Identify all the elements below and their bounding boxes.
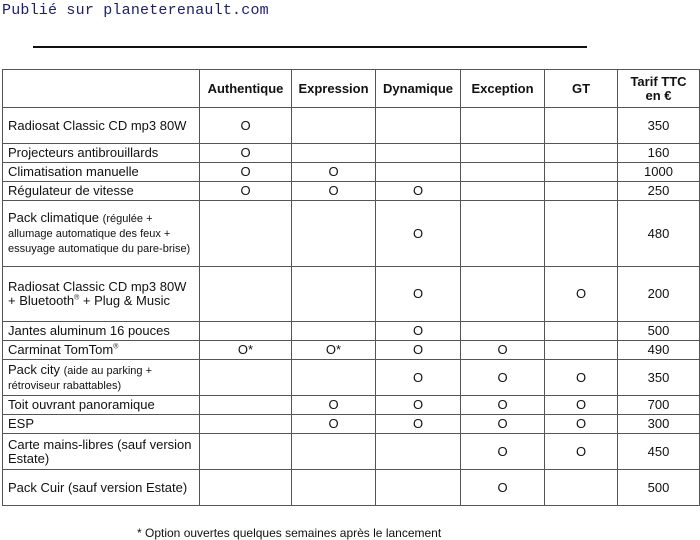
option-label	[3, 322, 200, 341]
availability-cell: O	[461, 360, 545, 396]
option-label	[3, 108, 200, 144]
option-name: Pack climatique	[8, 210, 100, 225]
availability-cell: O	[545, 415, 618, 434]
option-name: Carminat TomTom	[8, 342, 114, 357]
column-header-price	[618, 70, 700, 108]
availability-cell: O	[376, 182, 461, 201]
availability-cell	[292, 322, 376, 341]
option-name-suffix: + Plug & Music	[79, 293, 170, 308]
availability-cell	[461, 163, 545, 182]
table-row	[3, 267, 700, 322]
option-label	[3, 415, 200, 434]
availability-cell	[461, 201, 545, 267]
option-label	[3, 434, 200, 470]
availability-cell	[292, 108, 376, 144]
option-label	[3, 144, 200, 163]
availability-cell	[292, 267, 376, 322]
table-row	[3, 470, 700, 506]
availability-cell: O*	[200, 341, 292, 360]
availability-cell: O	[292, 415, 376, 434]
option-name: Régulateur de vitesse	[8, 183, 134, 198]
option-name: Toit ouvrant panoramique	[8, 397, 155, 412]
column-header-exception: Exception	[461, 70, 545, 108]
availability-cell: O	[376, 396, 461, 415]
availability-cell	[200, 322, 292, 341]
price-cell: 500	[618, 322, 700, 341]
availability-cell: O	[292, 163, 376, 182]
availability-cell	[545, 201, 618, 267]
price-cell: 160	[618, 144, 700, 163]
availability-cell	[545, 341, 618, 360]
table-row	[3, 182, 700, 201]
option-label	[3, 267, 200, 322]
availability-cell	[200, 434, 292, 470]
availability-cell: O*	[292, 341, 376, 360]
availability-cell	[200, 396, 292, 415]
availability-cell	[376, 434, 461, 470]
table-row	[3, 434, 700, 470]
availability-cell	[292, 360, 376, 396]
availability-cell	[461, 267, 545, 322]
availability-cell	[376, 163, 461, 182]
table-row	[3, 163, 700, 182]
option-label	[3, 360, 200, 396]
price-cell: 250	[618, 182, 700, 201]
availability-cell: O	[200, 182, 292, 201]
availability-cell	[545, 163, 618, 182]
availability-cell: O	[376, 415, 461, 434]
option-name: Climatisation manuelle	[8, 164, 139, 179]
availability-cell: O	[545, 434, 618, 470]
availability-cell: O	[376, 322, 461, 341]
column-header-gt: GT	[545, 70, 618, 108]
availability-cell	[292, 434, 376, 470]
availability-cell: O	[461, 470, 545, 506]
availability-cell	[545, 108, 618, 144]
registered-mark: ®	[113, 343, 119, 351]
column-header-authentique: Authentique	[200, 70, 292, 108]
availability-cell	[545, 144, 618, 163]
column-header-expression: Expression	[292, 70, 376, 108]
availability-cell: O	[545, 396, 618, 415]
option-name: Pack Cuir (sauf version Estate)	[8, 479, 188, 495]
table-row	[3, 108, 700, 144]
table-row	[3, 360, 700, 396]
option-name: ESP	[8, 416, 35, 431]
option-name: Radiosat Classic CD mp3 80W	[8, 117, 187, 133]
price-cell: 450	[618, 434, 700, 470]
availability-cell	[376, 144, 461, 163]
table-header-row	[3, 70, 700, 108]
option-label	[3, 163, 200, 182]
availability-cell	[200, 470, 292, 506]
price-cell: 490	[618, 341, 700, 360]
registered-mark: ®	[74, 294, 80, 302]
option-label	[3, 201, 200, 267]
options-table	[2, 69, 700, 506]
column-header-dynamique: Dynamique	[376, 70, 461, 108]
availability-cell	[545, 470, 618, 506]
header-rule	[33, 46, 587, 48]
availability-cell: O	[292, 182, 376, 201]
availability-cell	[200, 360, 292, 396]
option-name: Jantes aluminum 16 pouces	[8, 323, 170, 338]
availability-cell: O	[200, 108, 292, 144]
table-row	[3, 396, 700, 415]
availability-cell: O	[545, 360, 618, 396]
table-row	[3, 415, 700, 434]
price-cell: 700	[618, 396, 700, 415]
availability-cell	[200, 267, 292, 322]
availability-cell: O	[200, 163, 292, 182]
price-cell: 350	[618, 360, 700, 396]
option-name: Pack city	[8, 361, 61, 377]
availability-cell	[292, 144, 376, 163]
option-label	[3, 182, 200, 201]
price-cell: 300	[618, 415, 700, 434]
availability-cell: O	[376, 341, 461, 360]
option-label	[3, 396, 200, 415]
table-row	[3, 144, 700, 163]
footnote: * Option ouvertes quelques semaines après le lancement	[137, 526, 442, 540]
availability-cell	[461, 144, 545, 163]
availability-cell: O	[376, 201, 461, 267]
availability-cell: O	[376, 267, 461, 322]
watermark-text: Publié sur planeterenault.com	[2, 2, 269, 19]
price-cell: 200	[618, 267, 700, 322]
option-detail: (régulée + allumage automatique des feux + essuyage automatique du pare-brise)	[8, 213, 191, 255]
option-label	[3, 341, 200, 360]
availability-cell: O	[461, 415, 545, 434]
availability-cell: O	[461, 434, 545, 470]
price-header-line1: Tarif TTC	[630, 73, 687, 89]
table-row	[3, 201, 700, 267]
availability-cell: O	[545, 267, 618, 322]
price-cell: 480	[618, 201, 700, 267]
price-cell: 500	[618, 470, 700, 506]
availability-cell	[461, 108, 545, 144]
option-name: Radiosat Classic CD mp3 80W + Bluetooth	[8, 279, 187, 308]
availability-cell	[292, 201, 376, 267]
availability-cell	[461, 182, 545, 201]
availability-cell	[376, 108, 461, 144]
option-label	[3, 470, 200, 506]
availability-cell	[292, 470, 376, 506]
availability-cell: O	[461, 341, 545, 360]
availability-cell	[545, 322, 618, 341]
price-cell: 350	[618, 108, 700, 144]
header-blank-cell	[3, 70, 200, 108]
availability-cell	[461, 322, 545, 341]
availability-cell: O	[376, 360, 461, 396]
availability-cell	[376, 470, 461, 506]
price-cell: 1000	[618, 163, 700, 182]
availability-cell: O	[461, 396, 545, 415]
availability-cell	[200, 415, 292, 434]
availability-cell: O	[200, 144, 292, 163]
availability-cell	[200, 201, 292, 267]
availability-cell: O	[292, 396, 376, 415]
price-header-line2: en €	[645, 87, 672, 103]
table-row	[3, 341, 700, 360]
option-detail: (aide au parking + rétroviseur rabattables)	[8, 364, 153, 392]
availability-cell	[545, 182, 618, 201]
table-row	[3, 322, 700, 341]
option-name: Projecteurs antibrouillards	[8, 145, 159, 160]
option-name: Carte mains-libres (sauf version Estate)	[8, 436, 192, 466]
